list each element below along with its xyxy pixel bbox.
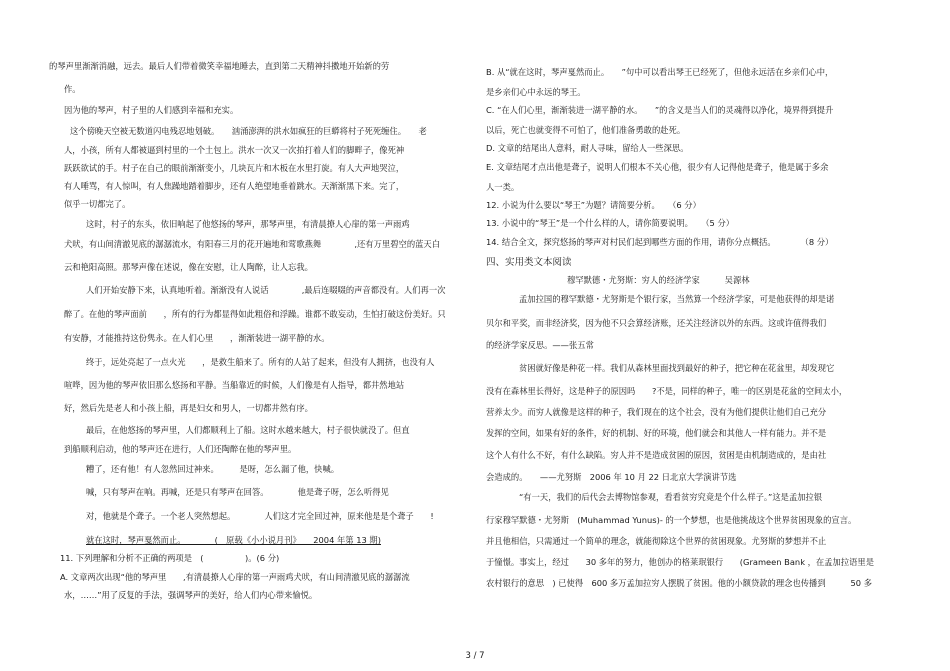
text-line: 人，小孩，所有人都被逼到村里的一个土包上。洪水一次又一次拍打着人们的脚畔子，像死神 — [64, 145, 405, 155]
text-line: 这个人有什么不好，有什么缺陷。穷人并不是造成贫困的原因，贫困是由机制造成的，是由社 — [486, 450, 827, 460]
text-line: 没有在森林里长得好，这是种子的原因吗 ?不是，同样的种子，唯一的区别是花盆的空间太小， — [486, 386, 848, 396]
text-line: 最后，在他悠扬的琴声里，人们都顺利上了船。这时水越来越大，村子很快就没了。但直 — [86, 425, 410, 435]
text-line: “有一天，我们的后代会去博物馆参观，看看贫穷究竟是个什么样子。”这是孟加拉银 — [519, 492, 823, 502]
text-line: 犬吠，有山间清澈见底的潺潺流水，有阳春三月的花开遍地和莺歌燕舞 ,还有万里碧空的蓝天白 — [64, 239, 441, 249]
option-b: B. 从“就在这时，琴声戛然而止。 ”句中可以看出琴王已经死了，但他永远活在乡亲们心中， — [486, 67, 834, 77]
section-heading: 四、实用类文本阅读 — [486, 257, 572, 268]
text-line: 喧哗，因为他的琴声依旧那么悠扬和平静。当船靠近的时候，人们像是有人指导，都井然地站 — [64, 380, 405, 390]
text-line: 人们开始安静下来，认真地听着。渐渐没有人说话 ,最后连啜啜的声音都没有。人们再一次 — [86, 285, 446, 295]
text-line: 贝尔和平奖，而非经济奖，因为他不只会算经济账，还关注经济以外的东西。这或许值得我们 — [486, 318, 827, 328]
text-line: 醉了。在他的琴声面前 ，所有的行为都显得如此粗俗和浮躁。谁都不敢妄动，生怕打破这份美好。只 — [64, 309, 446, 319]
text-line: 会造成的。 ——尤努斯 2006 年 10 月 22 日北京大学演讲节选 — [486, 472, 737, 482]
question-11: 11. 下列理解和分析不正确的两项是 ( )。(6 分) — [60, 553, 280, 563]
text-line: 营养太少。而穷人就像是这样的种子，我们现在的这个社会，没有为他们提供让他们自己充分 — [486, 407, 827, 417]
text-line: 贫困就好像是种花一样。我们从森林里面找到最好的种子，把它种在花盆里，却发现它 — [519, 363, 835, 373]
text-line: 以后，死亡也就变得不可怕了，他们准备勇敢的赴死。 — [486, 125, 686, 135]
option-a: A. 文章两次出现“他的琴声里 ,有清晨撩人心扉的第一声雨鸡犬吠，有山间清澈见底的潺潺流 — [60, 572, 410, 582]
text-line: 农村银行的意思 ) 已使得 600 多万孟加拉穷人摆脱了贫困。他的小额贷款的理念也传播到 50 多 — [486, 578, 873, 588]
text-line: 终于，远处亮起了一点火光 ，是救生船来了。所有的人站了起来，但没有人拥挤，也没有人 — [86, 357, 435, 367]
option-e: E. 文章结尾才点出他是聋子，说明人们根本不关心他，很少有人记得他是聋子，他是属于多余 — [486, 162, 829, 172]
text-line: 行家穆罕默德・尤努斯 (Muhammad Yunus)- 的一个梦想，也是他挑战这个世界贫困现象的宣言。 — [486, 515, 857, 525]
page-number: 3 / 7 — [465, 651, 485, 661]
text-line: 喊，只有琴声在响。再喊，还是只有琴声在回答。 他是聋子呀，怎么听得见 — [86, 487, 389, 497]
text-line: 是乡亲们心中永远的琴王。 — [486, 87, 586, 97]
text-line: 这个傍晚天空被无数道闪电残忍地划破。 汹涌澎湃的洪水如疯狂的巨蟒将村子死死缠住。 老 — [70, 126, 427, 136]
text-line: 就在这时，琴声戛然而止。 ( 原载《小小说月刊》 2004 年第 13 期) — [86, 535, 381, 545]
question-14: 14. 结合全文，探究悠扬的琴声对村民们起到哪些方面的作用，请你分点概括。 （8 分） — [486, 237, 834, 247]
text-line: 因为他的琴声，村子里的人们感到幸福和充实。 — [64, 105, 239, 115]
article-title: 穆罕默德・尤努斯：穷人的经济学家 吴源林 — [567, 275, 750, 285]
text-line: 对，他就是个聋子。一个老人突然想起。 人们这才完全回过神，原来他是是个聋子 ! — [86, 511, 434, 521]
text-line: 孟加拉国的穆罕默德・尤努斯是个银行家，当然算一个经济学家，可是他获得的却是诺 — [519, 294, 835, 304]
text-line: 云和艳阳高照。那琴声像在述说，像在安慰，让人陶醉，让人忘我。 — [64, 262, 313, 272]
text-line: 并且他相信，只需通过一个简单的理念，就能彻除这个世界的贫困现象。尤努斯的梦想并不止 — [486, 536, 827, 546]
text-line: 到船顺利启动，他的琴声还在进行，人们还陶醉在他的琴声里。 — [64, 444, 297, 454]
text-line: 有人唾骂，有人惊叫，有人焦躁地踏着脚步，还有人绝望地垂着跳水。天渐渐黑下来。完了， — [64, 181, 405, 191]
text-line: 有安静，才能推持这份隽永。在人们心里 ，渐渐装进一湖平静的水。 — [64, 333, 330, 343]
question-12: 12. 小说为什么要以“琴王”为题？请简要分析。 （6 分） — [486, 200, 701, 210]
option-c: C. “在人们心里，渐渐装进一湖平静的水。 ”的含义是当人们的灵魂得以净化，境界得到提升 — [486, 105, 834, 115]
text-line: 的琴声里渐渐消融，远去。最后人们带着微笑幸福地睡去，直到第二天精神抖擞地开始新的劳 — [49, 61, 390, 71]
text-line: 作。 — [64, 84, 81, 94]
text-line: 跃跃欲试的手。村子在自己的眼前渐渐变小，几块瓦片和木板在水里打旋。有人大声地哭泣， — [64, 163, 405, 173]
question-13: 13. 小说中的“琴王”是一个什么样的人，请你简要说明。 （5 分） — [486, 218, 735, 228]
text-line: 水，……”用了反复的手法，强调琴声的美好，给人们内心带来愉悦。 — [64, 590, 318, 600]
text-line: 发挥的空间，如果有好的条件，好的机制、好的环境，他们就会和其他人一样有能力。并不是 — [486, 428, 827, 438]
text-line: 的经济学家反思。——张五常 — [486, 340, 594, 350]
option-d: D. 文章的结尾出人意料，耐人寻味，留给人一些深思。 — [486, 143, 689, 153]
left-column — [0, 0, 475, 651]
text-line: 这时，村子的东头，依旧响起了他悠扬的琴声，那琴声里，有清晨撩人心扉的第一声雨鸡 — [86, 219, 410, 229]
text-line: 于憧憬。事实上，经过 30 多年的努力，他创办的格莱珉银行 (Grameen Bank ，在孟加拉语里是 — [486, 557, 875, 567]
text-line: 糟了，还有他！有人忽然回过神来。 是呀，怎么漏了他，快喊。 — [86, 464, 340, 474]
text-line: 似乎一切都完了。 — [64, 199, 131, 209]
text-line: 人一类。 — [486, 182, 520, 192]
right-column — [475, 0, 950, 651]
text-line: 好，然后先是老人和小孩上船，再是妇女和男人，一切都井然有序。 — [64, 403, 313, 413]
